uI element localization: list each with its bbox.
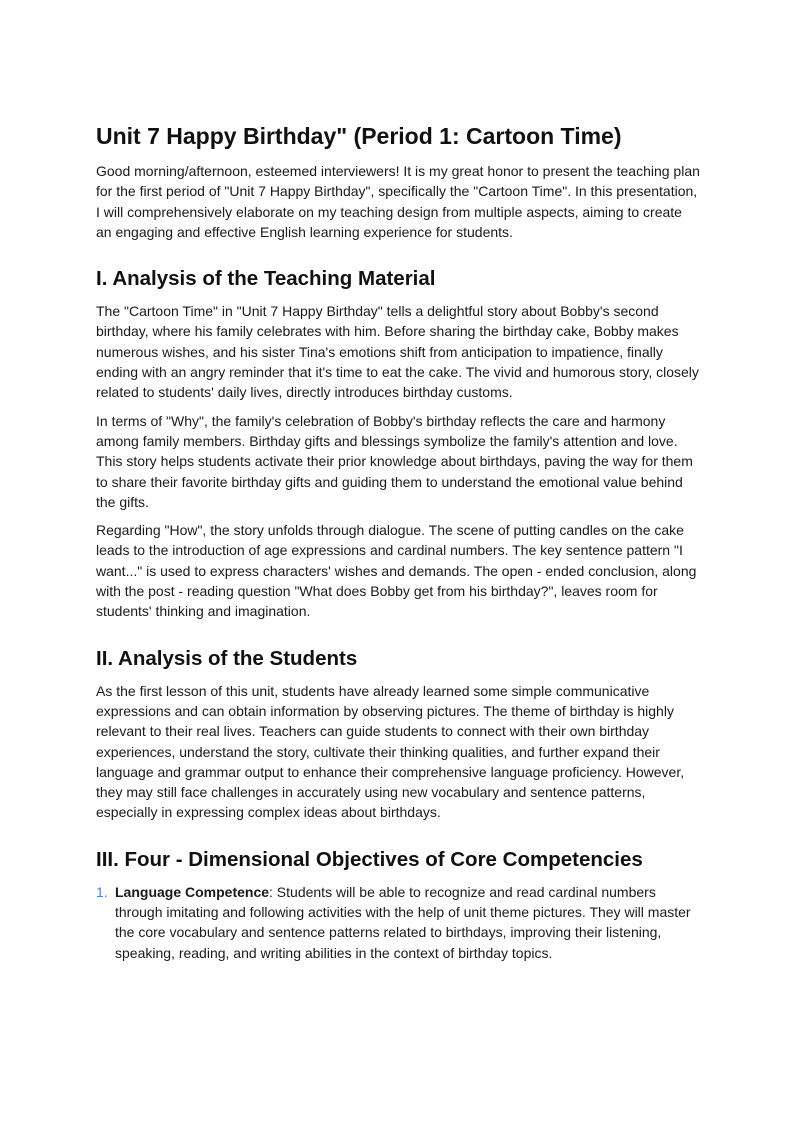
paragraph: In terms of "Why", the family's celebration of Bobby's birthday reflects the care and harmony among family members. Birthday gifts and blessings symbolize the family's attention and love. This story helps students activate their prior knowledge about birthdays, paving the way for them to share their favorite birthday gifts and guiding them to understand the emotional value behind the gifts. [96, 412, 693, 510]
objectives-list [96, 882, 701, 963]
list-item-term: Language Competence [115, 883, 270, 900]
section-heading: I. Analysis of the Teaching Material [96, 267, 436, 291]
document-title: Unit 7 Happy Birthday" (Period 1: Cartoon Time) [96, 123, 622, 149]
section-heading: II. Analysis of the Students [96, 646, 358, 670]
list-item [96, 882, 701, 963]
paragraph: As the first lesson of this unit, students have already learned some simple communicative expressions and can obtain information by observing pictures. The theme of birthday is highly relevant to their real lives. Teachers can guide students to connect with their own birthday experiences, understand the story, cultivate their thinking qualities, and further expand their language and grammar output to enhance their comprehensive language proficiency. However, they may still face challenges in accurately using new vocabulary and sentence patterns, especially in expressing complex ideas about birthdays. [96, 682, 685, 821]
list-item-number: 1. [96, 883, 108, 900]
section-heading: III. Four - Dimensional Objectives of Core Competencies [96, 847, 643, 871]
list-item-text: : Students will be able to recognize and read cardinal numbers through imitating and following activities with the help of unit theme pictures. They will master the core vocabulary and sentence patterns related to birthdays, improving their listening, speaking, reading, and writing abilities in the context of birthday topics. [115, 883, 691, 961]
section-teaching-material [96, 266, 701, 621]
paragraph: The "Cartoon Time" in "Unit 7 Happy Birthday" tells a delightful story about Bobby's second birthday, where his family celebrates with him. Before sharing the birthday cake, Bobby makes numerous wishes, and his sister Tina's emotions shift from anticipation to impatience, finally ending with an angry reminder that it's time to eat the cake. The vivid and humorous story, closely related to students' daily lives, directly introduces birthday customs. [96, 303, 699, 401]
section-objectives [96, 847, 701, 963]
paragraph: Regarding "How", the story unfolds through dialogue. The scene of putting candles on the cake leads to the introduction of age expressions and cardinal numbers. The key sentence pattern "I want..." is used to express characters' wishes and demands. The open - ended conclusion, along with the post - reading question "What does Bobby get from his birthday?", leaves room for students' thinking and imagination. [96, 522, 697, 620]
intro-paragraph: Good morning/afternoon, esteemed interviewers! It is my great honor to present the teaching plan for the first period of "Unit 7 Happy Birthday", specifically the "Cartoon Time". In this presentation, I will comprehensively elaborate on my teaching design from multiple aspects, aiming to create an engaging and effective English learning experience for students. [96, 163, 700, 240]
section-students [96, 646, 701, 823]
